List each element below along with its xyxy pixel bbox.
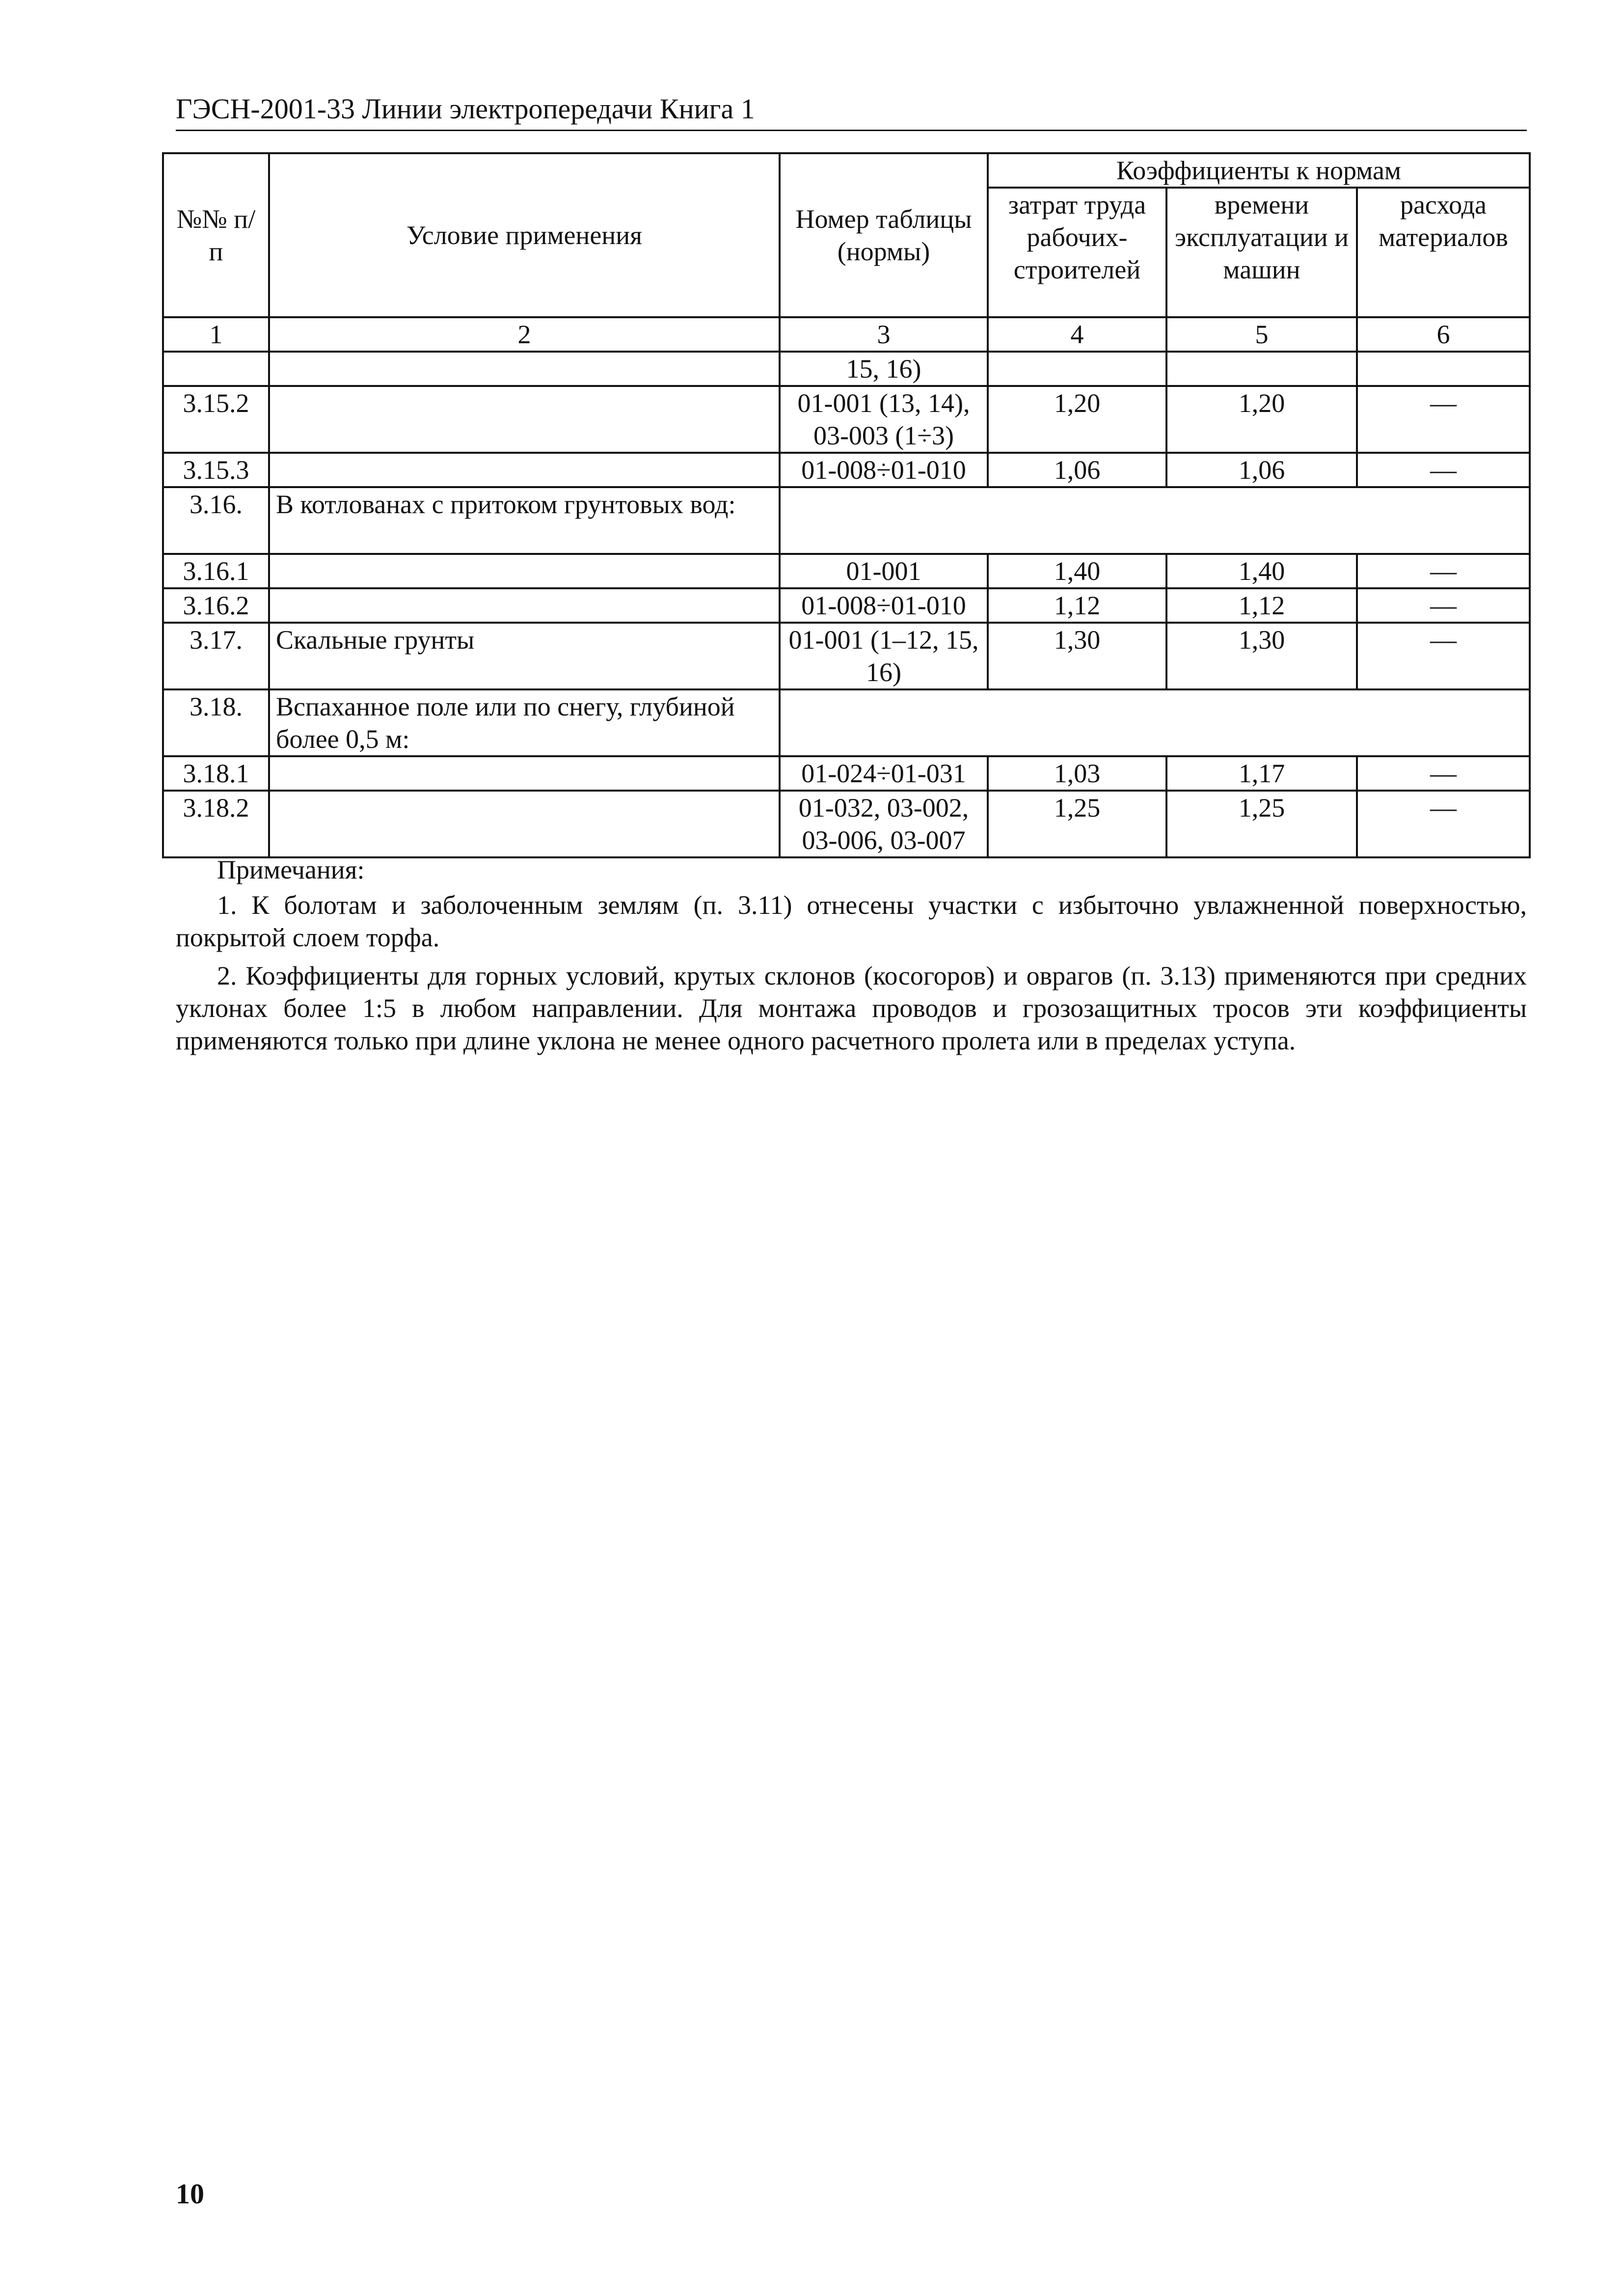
row-machines-coef-cell: 1,20	[1166, 386, 1357, 453]
header-cell-condition: Условие применения	[269, 153, 780, 317]
table-row	[163, 352, 1530, 386]
row-number-cell: 3.18.2	[163, 791, 269, 857]
row-labor-coef-cell: 1,06	[988, 453, 1166, 487]
column-number-cell: 4	[988, 317, 1166, 352]
row-machines-coef-cell: 1,06	[1166, 453, 1357, 487]
row-labor-coef-cell: 1,12	[988, 588, 1166, 623]
column-number-cell: 6	[1357, 317, 1530, 352]
row-labor-coef-cell: 1,03	[988, 756, 1166, 791]
row-materials-coef-cell: —	[1357, 756, 1530, 791]
note-item: 1. К болотам и заболоченным землям (п. 3.11) отнесены участки с избыточно увлажненной поверхностью, покрытой слоем торфа.	[176, 890, 1527, 952]
column-number-cell: 3	[780, 317, 988, 352]
row-number-cell: 3.15.3	[163, 453, 269, 487]
row-condition-cell	[269, 588, 780, 623]
notes-section	[176, 853, 1527, 1063]
table-row	[163, 386, 1530, 453]
table-row	[163, 453, 1530, 487]
note-item: 2. Коэффициенты для горных условий, крутых склонов (косогоров) и оврагов (п. 3.13) применяются при средних уклонах более 1:5 в любом направлении. Для монтажа проводов и грозозащитных тросов эти коэффициенты применяются только при длине уклона не менее одного расчетного пролета или в пределах уступа.	[176, 961, 1527, 1055]
table-row	[163, 756, 1530, 791]
row-table-no-cell: 01-008÷01-010	[780, 453, 988, 487]
header-cell-table-no: Номер таблицы (нормы)	[780, 153, 988, 317]
row-materials-coef-cell: —	[1357, 386, 1530, 453]
row-materials-coef-cell: —	[1357, 554, 1530, 588]
row-number-cell: 3.15.2	[163, 386, 269, 453]
row-machines-coef-cell	[1166, 352, 1357, 386]
row-condition-cell	[269, 352, 780, 386]
page-number: 10	[176, 2178, 204, 2210]
row-number-cell: 3.16.	[163, 487, 269, 554]
row-condition-cell: В котлованах с притоком грунтовых вод:	[269, 487, 780, 554]
row-machines-coef-cell: 1,30	[1166, 623, 1357, 689]
table-row	[163, 791, 1530, 857]
column-number-cell: 2	[269, 317, 780, 352]
row-labor-coef-cell: 1,20	[988, 386, 1166, 453]
header-cell-num: №№ п/п	[163, 153, 269, 317]
table-row	[163, 588, 1530, 623]
row-condition-cell: Вспаханное поле или по снегу, глубиной более 0,5 м:	[269, 689, 780, 756]
row-materials-coef-cell: —	[1357, 588, 1530, 623]
row-table-no-cell: 01-024÷01-031	[780, 756, 988, 791]
row-merged-empty-cell	[780, 487, 1530, 554]
row-number-cell: 3.16.1	[163, 554, 269, 588]
row-materials-coef-cell: —	[1357, 791, 1530, 857]
header-cell-machines: времени эксплуатации и машин	[1166, 188, 1357, 317]
row-machines-coef-cell: 1,40	[1166, 554, 1357, 588]
row-condition-cell	[269, 453, 780, 487]
row-number-cell	[163, 352, 269, 386]
row-machines-coef-cell: 1,17	[1166, 756, 1357, 791]
row-table-no-cell: 01-001	[780, 554, 988, 588]
row-labor-coef-cell: 1,30	[988, 623, 1166, 689]
header-cell-materials: расхода материалов	[1357, 188, 1530, 317]
header-cell-labor: затрат труда рабочих-строителей	[988, 188, 1166, 317]
header-rule	[176, 130, 1527, 131]
header-cell-coefficients: Коэффициенты к нормам	[988, 153, 1530, 188]
row-number-cell: 3.18.	[163, 689, 269, 756]
row-number-cell: 3.18.1	[163, 756, 269, 791]
row-machines-coef-cell: 1,25	[1166, 791, 1357, 857]
column-number-cell: 1	[163, 317, 269, 352]
row-labor-coef-cell	[988, 352, 1166, 386]
document-header: ГЭСН-2001-33 Линии электропередачи Книга 1	[176, 93, 755, 125]
table-group-row	[163, 689, 1530, 756]
row-machines-coef-cell: 1,12	[1166, 588, 1357, 623]
row-table-no-cell: 01-001 (1–12, 15, 16)	[780, 623, 988, 689]
table-group-row	[163, 487, 1530, 554]
row-materials-coef-cell: —	[1357, 453, 1530, 487]
row-labor-coef-cell: 1,25	[988, 791, 1166, 857]
row-table-no-cell: 01-032, 03-002, 03-006, 03-007	[780, 791, 988, 857]
row-labor-coef-cell: 1,40	[988, 554, 1166, 588]
row-condition-cell	[269, 791, 780, 857]
row-condition-cell	[269, 554, 780, 588]
row-materials-coef-cell	[1357, 352, 1530, 386]
row-condition-cell: Скальные грунты	[269, 623, 780, 689]
column-number-cell: 5	[1166, 317, 1357, 352]
row-number-cell: 3.16.2	[163, 588, 269, 623]
row-materials-coef-cell: —	[1357, 623, 1530, 689]
notes-title: Примечания:	[217, 855, 365, 884]
row-number-cell: 3.17.	[163, 623, 269, 689]
table-row	[163, 554, 1530, 588]
row-table-no-cell: 01-001 (13, 14), 03-003 (1÷3)	[780, 386, 988, 453]
coefficients-table	[162, 152, 1531, 858]
row-table-no-cell: 01-008÷01-010	[780, 588, 988, 623]
row-merged-empty-cell	[780, 689, 1530, 756]
row-condition-cell	[269, 756, 780, 791]
table-row	[163, 623, 1530, 689]
row-condition-cell	[269, 386, 780, 453]
row-table-no-cell: 15, 16)	[780, 352, 988, 386]
